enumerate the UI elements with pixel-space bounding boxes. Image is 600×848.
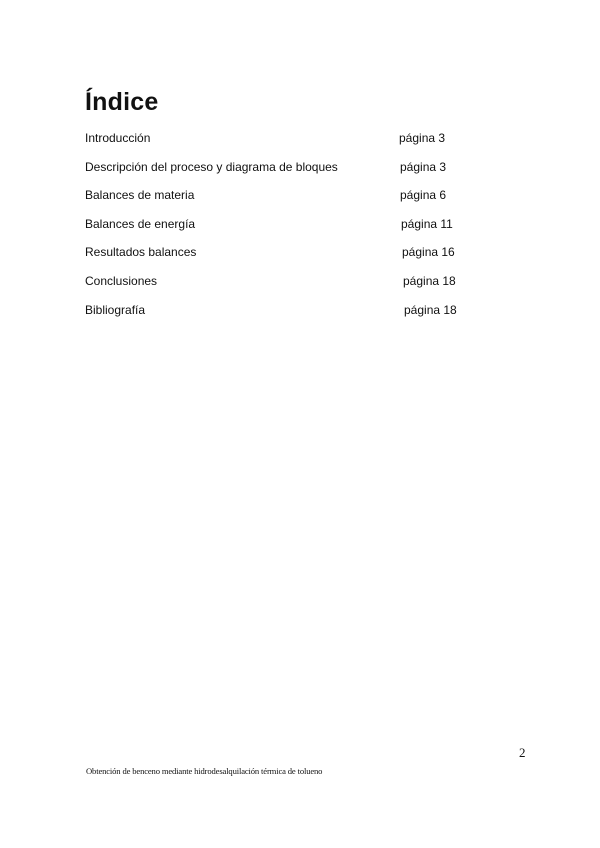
toc-item (85, 271, 505, 300)
toc-page-reference: página 16 (402, 245, 455, 260)
page-footer: Obtención de benceno mediante hidrodesalquilación térmica de tolueno (86, 766, 323, 776)
toc-item (85, 214, 505, 243)
toc-entry-label: Descripción del proceso y diagrama de bloques (85, 159, 338, 174)
table-of-contents (85, 128, 505, 328)
toc-item (85, 242, 505, 271)
toc-entry-label: Conclusiones (85, 273, 158, 288)
toc-entry-label: Resultados balances (85, 245, 197, 260)
toc-page-reference: página 18 (403, 273, 456, 288)
toc-item (85, 300, 505, 329)
toc-page-reference: página 3 (399, 131, 446, 145)
toc-page-reference: página 6 (400, 188, 447, 203)
page-number: 2 (519, 745, 526, 760)
toc-entry-label: Bibliografía (85, 302, 146, 317)
toc-page-reference: página 3 (400, 159, 447, 174)
page-title: Índice (85, 88, 159, 116)
toc-item (85, 157, 505, 186)
toc-entry-label: Balances de energía (85, 216, 196, 231)
toc-page-reference: página 11 (401, 216, 453, 231)
toc-item (85, 128, 505, 157)
toc-item (85, 185, 505, 214)
toc-entry-label: Introducción (85, 131, 151, 145)
toc-entry-label: Balances de materia (85, 188, 195, 203)
toc-page-reference: página 18 (404, 302, 457, 317)
